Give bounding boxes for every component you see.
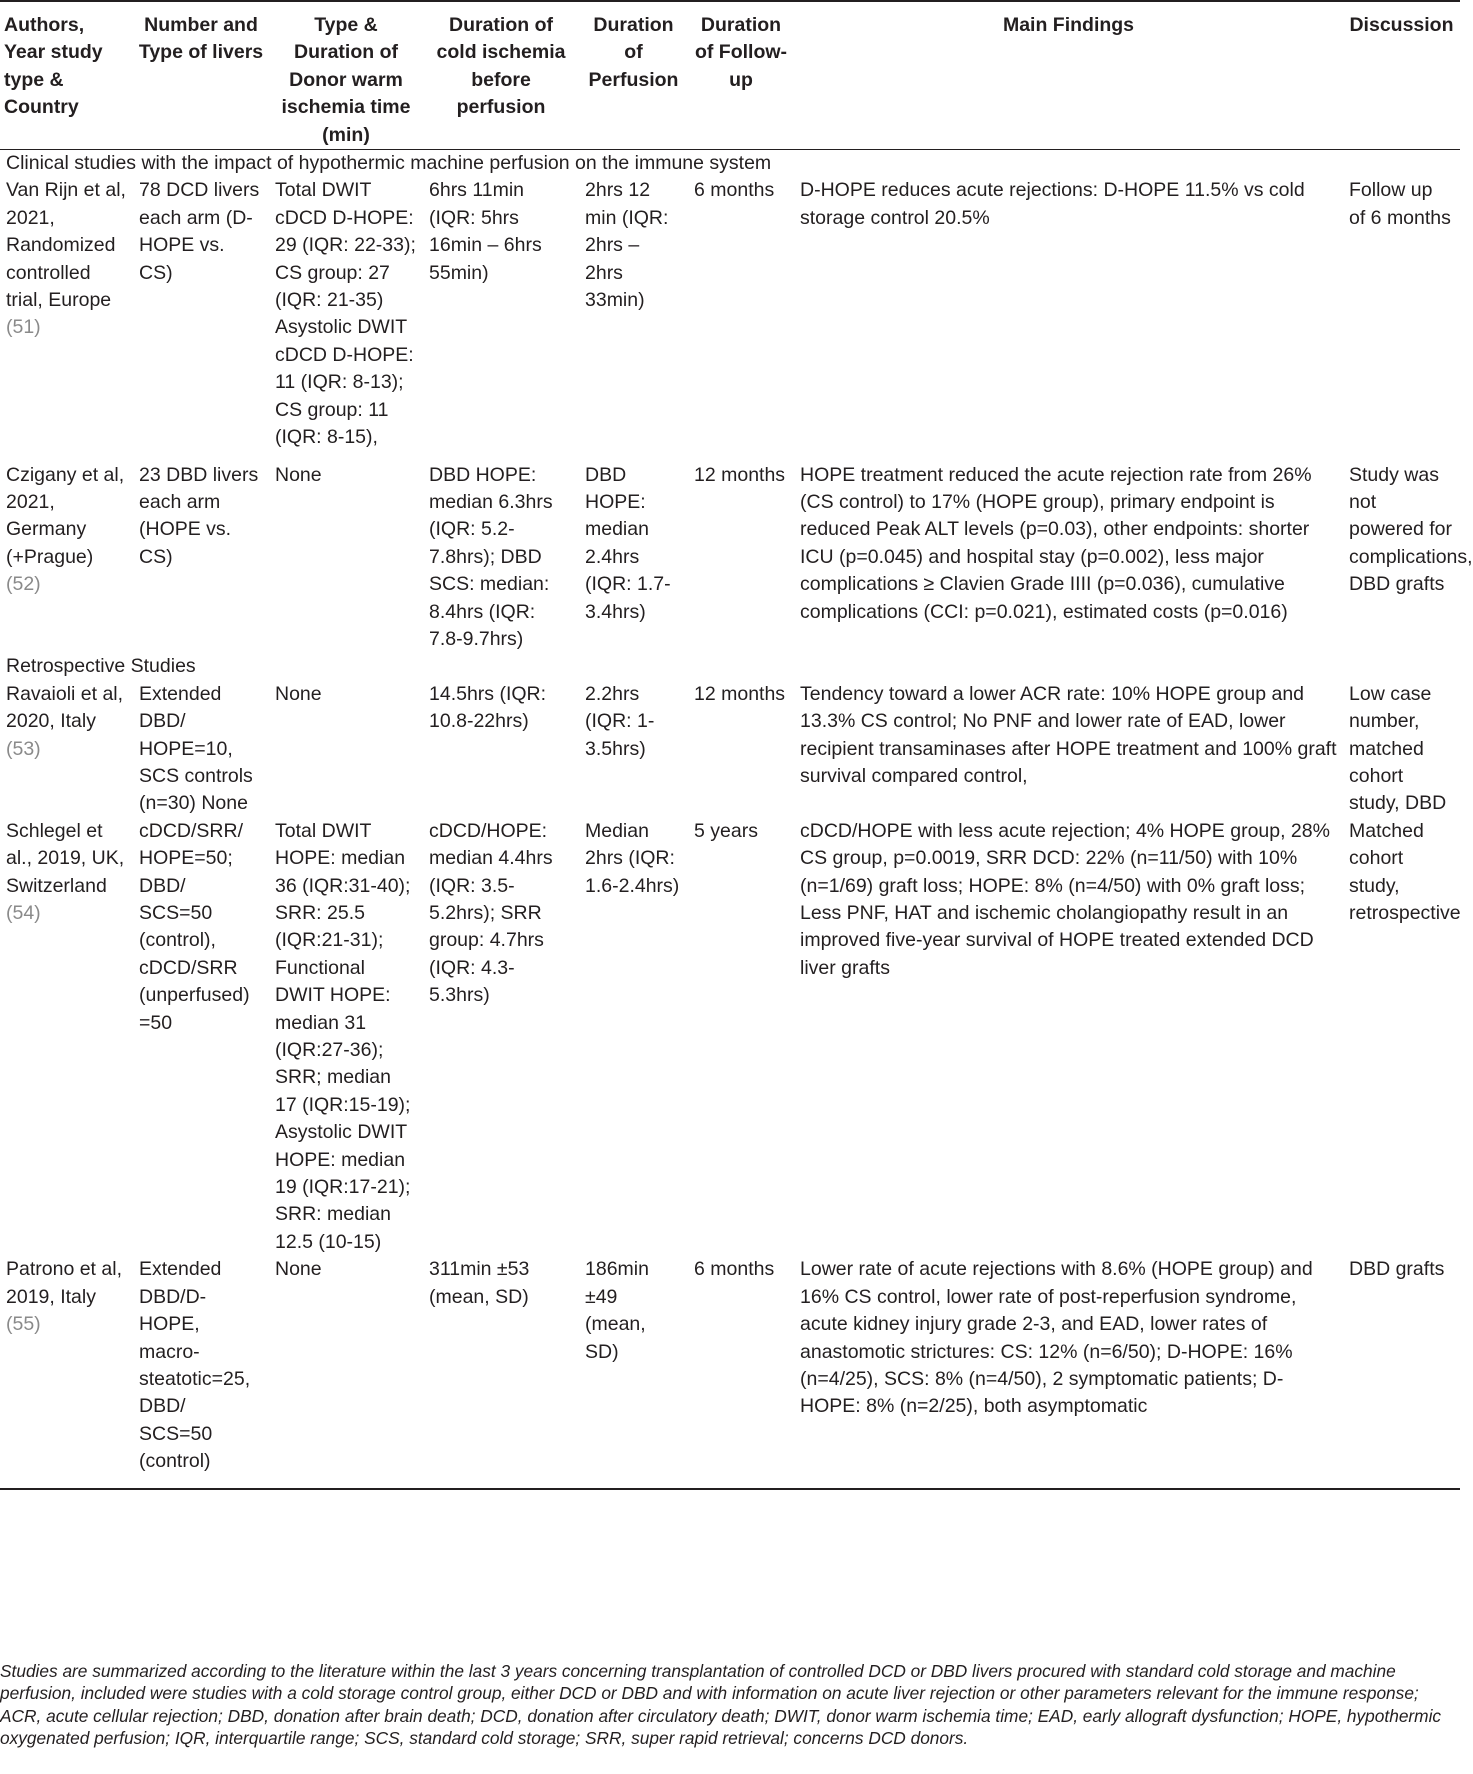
cell-perfusion: DBD HOPE: median 2.4hrs (IQR: 1.7-3.4hrs) bbox=[585, 463, 671, 623]
section-label: Retrospective Studies bbox=[6, 655, 196, 678]
cell-findings: HOPE treatment reduced the acute rejection rate from 26% (CS control) to 17% (HOPE group), primary endpoint is reduced Peak ALT levels (p=0.03), other endpoints: shorter ICU (p=0.045) and hospital stay (p=0.002), less major complications ≥ Clavien Grade IIII (p=0.036), cumulative complications (CCI: p=0.021), estimated costs (p=0.016) bbox=[800, 463, 1312, 623]
cell-number: cDCD/SRR/ HOPE=50; DBD/ SCS=50 (control), cDCD/SRR (unperfused) =50 bbox=[139, 819, 250, 1034]
cell-discussion: Matched cohort study, retrospective bbox=[1349, 819, 1461, 924]
table-row bbox=[0, 177, 1460, 461]
cell-perfusion: Median 2hrs (IQR: 1.6-2.4hrs) bbox=[585, 819, 680, 897]
cell-findings: Tendency toward a lower ACR rate: 10% HOPE group and 13.3% CS control; No PNF and lower rate of EAD, lower recipient transaminases after HOPE treatment and 100% graft survival compared control, bbox=[800, 682, 1337, 787]
cell-authors: Czigany et al, 2021, Germany (+Prague) (52) bbox=[6, 463, 125, 596]
cell-discussion: DBD grafts bbox=[1343, 1256, 1460, 1488]
table-row bbox=[0, 1256, 1460, 1488]
header-authors: Authors, Year study type & Country bbox=[0, 1, 133, 150]
reference-link[interactable]: (51) bbox=[6, 316, 41, 339]
cell-number: Extended DBD/ HOPE=10, SCS controls (n=30) None bbox=[139, 682, 253, 815]
cell-number: Extended DBD/D-HOPE, macro-steatotic=25, DBD/ SCS=50 (control) bbox=[133, 1256, 269, 1488]
cell-cold-ischemia: 14.5hrs (IQR: 10.8-22hrs) bbox=[429, 682, 547, 733]
cell-cold-ischemia: DBD HOPE: median 6.3hrs (IQR: 5.2-7.8hrs); DBD SCS: median: 8.4hrs (IQR: 7.8-9.7hrs) bbox=[429, 463, 553, 650]
cell-followup: 6 months bbox=[688, 1256, 794, 1488]
cell-number: 23 DBD livers each arm (HOPE vs. CS) bbox=[139, 463, 259, 568]
cell-authors: Patrono et al, 2019, Italy (55) bbox=[0, 1256, 133, 1488]
cell-perfusion: 2hrs 12 min (IQR: 2hrs – 2hrs 33min) bbox=[585, 179, 669, 312]
header-cold-ischemia: Duration of cold ischemia before perfusion bbox=[423, 1, 579, 150]
header-findings: Main Findings bbox=[794, 1, 1343, 150]
cell-type-duration: None bbox=[275, 682, 322, 705]
cell-type-duration: None bbox=[269, 1256, 423, 1488]
reference-link[interactable]: (54) bbox=[6, 902, 41, 924]
cell-perfusion: 2.2hrs (IQR: 1-3.5hrs) bbox=[585, 682, 655, 760]
table-header-row bbox=[0, 1, 1460, 150]
cell-cold-ischemia: 311min ±53 (mean, SD) bbox=[423, 1256, 579, 1488]
cell-followup: 6 months bbox=[694, 179, 775, 202]
cell-cold-ischemia: 6hrs 11min (IQR: 5hrs 16min – 6hrs 55min) bbox=[429, 179, 542, 284]
reference-link[interactable]: (52) bbox=[6, 573, 41, 596]
cell-number: 78 DCD livers each arm (D-HOPE vs. CS) bbox=[139, 179, 260, 284]
header-type-duration: Type & Duration of Donor warm ischemia time (min) bbox=[269, 1, 423, 150]
table-row bbox=[0, 462, 1460, 654]
cell-type-duration: Total DWIT HOPE: median 36 (IQR:31-40); SRR: 25.5 (IQR:21-31); Functional DWIT HOPE: median 31 (IQR:27-36); SRR; median 17 (IQR:15-19); Asystolic DWIT HOPE: median 19 (IQR:17-21); SRR: median 12.5 (10-15) bbox=[275, 819, 411, 1253]
cell-type-duration: None bbox=[275, 463, 322, 486]
cell-authors: Ravaioli et al, 2020, Italy (53) bbox=[6, 682, 124, 760]
cell-authors: Van Rijn et al, 2021, Randomized controlled trial, Europe (51) bbox=[6, 179, 126, 339]
table-row bbox=[0, 681, 1460, 818]
header-followup: Duration of Follow-up bbox=[688, 1, 794, 150]
cell-discussion: Low case number, matched cohort study, DBD bbox=[1349, 682, 1447, 815]
cell-followup: 12 months bbox=[694, 463, 786, 486]
cell-discussion: Study was not powered for complications, DBD grafts bbox=[1349, 463, 1473, 596]
header-discussion: Discussion bbox=[1343, 1, 1460, 150]
cell-type-duration: Total DWIT cDCD D-HOPE: 29 (IQR: 22-33); CS group: 27 (IQR: 21-35) Asystolic DWIT cDCD D-HOPE: 11 (IQR: 8-13); CS group: 11 (IQR: 8-15), bbox=[275, 179, 416, 449]
cell-followup: 5 years bbox=[694, 819, 758, 842]
table-row bbox=[0, 818, 1460, 1257]
section-row-clinical bbox=[0, 150, 1460, 178]
header-number: Number and Type of livers bbox=[133, 1, 269, 150]
section-row-retrospective bbox=[0, 653, 1460, 680]
table-footnote: Studies are summarized according to the literature within the last 3 years concerning transplantation of controlled DCD or DBD livers procured with standard cold storage and machine perfusion, included were studies with a cold storage control group, either DCD or DBD and with information on acute liver rejection or other parameters relevant for the immune response; ACR, acute cellular rejection; DBD, donation after brain death; DCD, donation after circulatory death; DWIT, donor warm ischemia time; EAD, early allograft dysfunction; HOPE, hypothermic oxygenated perfusion; IQR, interquartile range; SCS, standard cold storage; SRR, super rapid retrieval; concerns DCD donors. bbox=[0, 1661, 1442, 1749]
section-label: Clinical studies with the impact of hypothermic machine perfusion on the immune system bbox=[6, 152, 772, 175]
cell-authors: Schlegel et al., 2019, UK, Switzerland (54) bbox=[6, 819, 125, 924]
cell-followup: 12 months bbox=[694, 682, 786, 705]
header-perfusion: Duration of Perfusion bbox=[579, 1, 688, 150]
cell-findings: D-HOPE reduces acute rejections: D-HOPE 11.5% vs cold storage control 20.5% bbox=[800, 179, 1305, 229]
cell-cold-ischemia: cDCD/HOPE: median 4.4hrs (IQR: 3.5-5.2hrs); SRR group: 4.7hrs (IQR: 4.3-5.3hrs) bbox=[429, 819, 553, 1007]
cell-findings: cDCD/HOPE with less acute rejection; 4% HOPE group, 28% CS group, p=0.0019, SRR DCD: 22% (n=11/50) with 10% (n=1/69) graft loss; HOPE: 8% (n=4/50) with 0% graft loss; Less PNF, HAT and ischemic cholangiopathy result in an improved five-year survival of HOPE treated extended DCD liver grafts bbox=[800, 819, 1330, 979]
reference-link[interactable]: (53) bbox=[6, 737, 41, 760]
cell-perfusion: 186min ±49 (mean, SD) bbox=[579, 1256, 688, 1488]
cell-findings: Lower rate of acute rejections with 8.6% (HOPE group) and 16% CS control, lower rate of post-reperfusion syndrome, acute kidney injury grade 2-3, and EAD, lower rates of anastomotic strictures: CS: 12% (n=6/50); D-HOPE: 16% (n=4/25), SCS: 8% (n=4/50), 2 symptomatic patients; D-HOPE: 8% (n=2/25), both asymptomatic bbox=[794, 1256, 1343, 1488]
cell-discussion: Follow up of 6 months bbox=[1349, 179, 1451, 229]
reference-link[interactable]: (55) bbox=[6, 1313, 41, 1336]
